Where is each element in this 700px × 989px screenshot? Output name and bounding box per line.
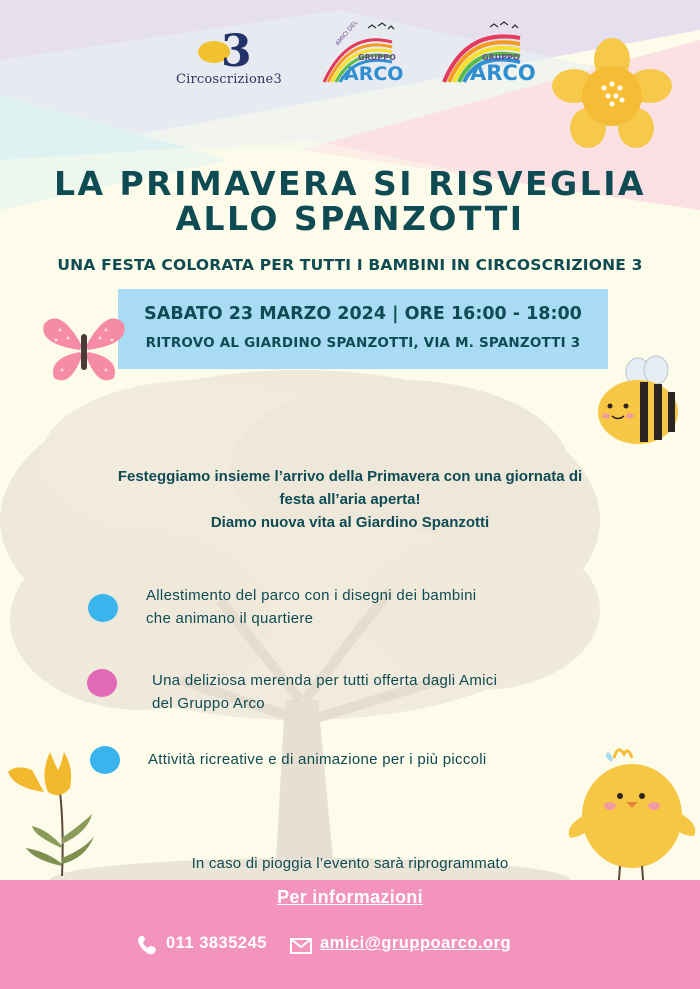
bullet-3-line-1: Attività ricreative e di animazione per i più piccoli bbox=[148, 751, 487, 768]
svg-text:ARCO: ARCO bbox=[470, 61, 536, 85]
bullet-2-line-2: del Gruppo Arco bbox=[152, 695, 265, 712]
bullet-item-3 bbox=[148, 748, 487, 771]
footer bbox=[0, 880, 700, 989]
phone-number[interactable] bbox=[166, 934, 267, 953]
bullet-item-1 bbox=[146, 584, 476, 630]
svg-text:ARCO: ARCO bbox=[344, 63, 404, 85]
intro-line-3: Diamo nuova vita al Giardino Spanzotti bbox=[210, 514, 490, 531]
title-line-1: LA PRIMAVERA SI RISVEGLIA bbox=[53, 164, 647, 203]
page-title bbox=[0, 166, 700, 236]
svg-text:AMICI DEL: AMICI DEL bbox=[334, 19, 360, 48]
amici-gruppo-arco-logo bbox=[318, 19, 404, 88]
phone-number-text[interactable]: 011 3835245 bbox=[166, 934, 267, 952]
bullet-dot-1 bbox=[88, 594, 118, 622]
event-date: SABATO 23 MARZO 2024 | ORE 16:00 - 18:00 bbox=[144, 304, 582, 324]
bullet-item-2 bbox=[152, 669, 497, 715]
bullet-1-line-1: Allestimento del parco con i disegni dei bambini bbox=[146, 587, 477, 604]
intro-text bbox=[0, 465, 700, 534]
chick-icon bbox=[562, 744, 700, 898]
intro-line-1: Festeggiamo insieme l’arrivo della Primavera con una giornata di bbox=[117, 468, 583, 485]
title-line-2: ALLO SPANZOTTI bbox=[175, 199, 525, 238]
svg-text:3: 3 bbox=[221, 26, 252, 77]
flower-icon bbox=[552, 38, 674, 148]
event-info-box bbox=[118, 289, 608, 369]
bullet-1-line-2: che animano il quartiere bbox=[146, 610, 314, 627]
subtitle: UNA FESTA COLORATA PER TUTTI I BAMBINI IN CIRCOSCRIZIONE 3 bbox=[57, 256, 643, 274]
svg-text:GRUPPO: GRUPPO bbox=[358, 53, 396, 62]
info-title: Per informazioni bbox=[277, 887, 423, 907]
gruppo-arco-logo bbox=[440, 22, 536, 88]
butterfly-icon bbox=[40, 310, 128, 386]
bullet-2-line-1: Una deliziosa merenda per tutti offerta dagli Amici bbox=[152, 672, 498, 689]
bee-icon bbox=[596, 354, 682, 446]
mail-icon bbox=[290, 938, 312, 954]
phone-icon bbox=[137, 935, 157, 955]
event-place: RITROVO AL GIARDINO SPANZOTTI, VIA M. SPANZOTTI 3 bbox=[145, 335, 581, 351]
circoscrizione3-logo-text: Circoscrizione3 bbox=[176, 72, 282, 87]
bullet-dot-2 bbox=[87, 669, 117, 697]
email-link[interactable] bbox=[320, 934, 511, 953]
intro-line-2: festa all’aria aperta! bbox=[279, 491, 421, 508]
rain-note: In caso di pioggia l’evento sarà riprogrammato bbox=[191, 855, 509, 872]
svg-text:GRUPPO: GRUPPO bbox=[482, 53, 520, 62]
email-text[interactable]: amici@gruppoarco.org bbox=[320, 934, 512, 952]
circoscrizione3-logo bbox=[176, 26, 280, 88]
